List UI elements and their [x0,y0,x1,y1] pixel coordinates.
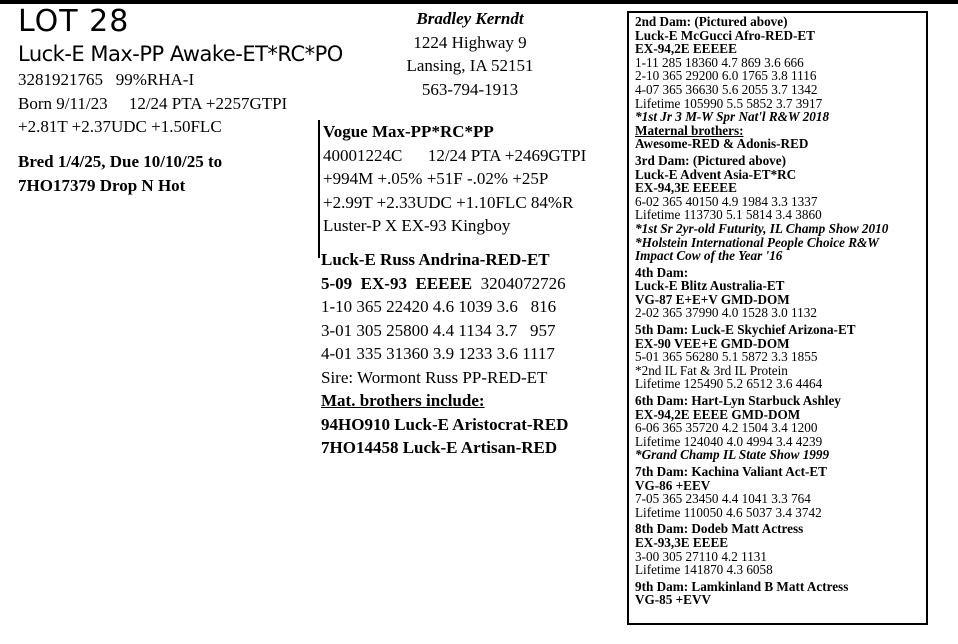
dam-classification: 5-09 EX-93 EEEEE [321,273,473,293]
pedigree-line: 7-05 365 23450 4.4 1041 3.3 764 [635,491,811,507]
pedigree-line: Luck-E Blitz Australia-ET [635,278,785,294]
pedigree-line: 5-01 365 56280 5.1 5872 3.3 1855 [635,349,818,365]
mat-brothers-heading: Mat. brothers include: [321,391,485,410]
dam-sire: Sire: Wormont Russ PP-RED-ET [321,367,548,387]
pedigree-line: *Holstein International People Choice R&W [635,234,879,250]
pedigree-line: *2nd IL Fat & 3rd IL Protein [635,362,788,378]
dam-record: 3-01 305 25800 4.4 1134 3.7 957 [321,320,556,340]
mat-brother: 94HO910 Luck-E Aristocrat-RED [321,414,569,434]
pedigree-line: EX-94,3E EEEEE [635,180,737,196]
pedigree-line: Luck-E Advent Asia-ET*RC [635,166,797,182]
breeder-address: 1224 Highway 9 [413,32,527,52]
pedigree-line: EX-94,2E EEEE GMD-DOM [635,406,801,422]
pedigree-line: 2-02 365 37990 4.0 1528 3.0 1132 [635,305,817,321]
dam-8th [635,522,922,576]
pedigree-line: VG-85 +EVV [635,592,712,608]
pedigree-line: VG-86 +EEV [635,477,711,493]
pedigree-line: 9th Dam: Lamkinland B Matt Actress [635,578,849,594]
lot-title: LOT 28 [18,4,130,39]
bred-sire-line: 7HO17379 Drop N Hot [18,175,186,195]
pedigree-line: Lifetime 113730 5.1 5814 3.4 3860 [635,207,822,223]
pedigree-line: 7th Dam: Kachina Valiant Act-ET [635,464,827,479]
pedigree-line: Lifetime 125490 5.2 6512 3.6 4464 [635,376,823,392]
pedigree-line: 4-07 365 36630 5.6 2055 3.7 1342 [635,81,818,97]
pedigree-line: 2-10 365 29200 6.0 1765 3.8 1116 [635,68,817,84]
pedigree-line: Maternal brothers: [635,122,744,138]
pedigree-box [627,11,928,625]
dam-block [321,248,568,460]
dam-6th [635,394,922,462]
breeder-phone: 563-794-1913 [421,79,519,99]
pedigree-line: 2nd Dam: (Pictured above) [635,14,788,29]
pedigree-line: Luck-E McGucci Afro-RED-ET [635,27,815,43]
sire-line: +2.99T +2.33UDC +1.10FLC 84%R [323,192,574,212]
breeder-name: Bradley Kerndt [416,9,524,28]
dam-record: 4-01 335 31360 3.9 1233 3.6 1117 [321,344,555,363]
pedigree-line: *Grand Champ IL State Show 1999 [635,447,830,463]
mat-brother: 7HO14458 Luck-E Artisan-RED [321,438,558,457]
pedigree-line: 3-00 305 27110 4.2 1131 [635,548,767,564]
pedigree-line: Impact Cow of the Year '16 [635,248,783,264]
breeding-info [18,150,222,197]
pedigree-line: EX-90 VEE+E GMD-DOM [635,335,790,351]
pedigree-line: 3rd Dam: (Pictured above) [635,152,787,168]
pedigree-line: 6-06 365 35720 4.2 1504 3.4 1200 [635,420,818,436]
dam-2nd [635,15,922,151]
breeder-city: Lansing, IA 52151 [406,56,534,75]
pedigree-line: *1st Sr 2yr-old Futurity, IL Champ Show 2010 [635,220,889,236]
registration-line: 3281921765 99%RHA-I [18,70,195,89]
dam-4th [635,266,922,320]
dam-7th [635,465,922,519]
pedigree-line: Lifetime 110050 4.6 5037 3.4 3742 [635,504,822,520]
pedigree-line: EX-93,3E EEEE [635,534,729,550]
pedigree-line: Lifetime 141870 4.3 6058 [635,562,773,578]
pedigree-line: Awesome-RED & Adonis-RED [635,136,809,152]
dam-9th [635,580,922,607]
sire-name: Vogue Max-PP*RC*PP [323,122,494,141]
pedigree-line: Lifetime 124040 4.0 4994 3.4 4239 [635,433,823,449]
breeder-contact [380,7,560,101]
sire-block [318,120,608,258]
sire-line: Luster-P X EX-93 Kingboy [323,216,511,235]
pedigree-line: 4th Dam: [635,264,689,280]
dam-3rd [635,154,922,263]
dam-record: 1-10 365 22420 4.6 1039 3.6 816 [321,297,557,316]
pedigree-line: 6-02 365 40150 4.9 1984 3.3 1337 [635,193,818,209]
pedigree-line: *1st Jr 3 M-W Spr Nat'l R&W 2018 [635,109,830,125]
pedigree-line: 5th Dam: Luck-E Skychief Arizona-ET [635,322,856,338]
dam-5th [635,323,922,391]
dam-classification-line [321,272,568,296]
top-rule [0,0,958,4]
pedigree-line: 6th Dam: Hart-Lyn Starbuck Ashley [635,393,841,409]
animal-name: Luck-E Max-PP Awake-ET*RC*PO [18,42,343,66]
pedigree-line: VG-87 E+E+V GMD-DOM [635,291,790,307]
pedigree-line: EX-94,2E EEEEE [635,41,737,57]
pedigree-line: Lifetime 105990 5.5 5852 3.7 3917 [635,95,823,111]
birth-pta-line: Born 9/11/23 12/24 PTA +2257GTPI [18,93,288,113]
pedigree-line: 8th Dam: Dodeb Matt Actress [635,521,804,537]
sire-line: 40001224C 12/24 PTA +2469GTPI [323,145,587,165]
dam-registration: 3204072726 [472,273,566,293]
type-traits-line: +2.81T +2.37UDC +1.50FLC [18,117,222,136]
pedigree-line: 1-11 285 18360 4.7 869 3.6 666 [635,54,804,70]
dam-name: Luck-E Russ Andrina-RED-ET [321,250,550,269]
bred-date-line: Bred 1/4/25, Due 10/10/25 to [18,152,223,171]
sire-line: +994M +.05% +51F -.02% +25P [323,169,549,188]
animal-info [18,68,287,139]
